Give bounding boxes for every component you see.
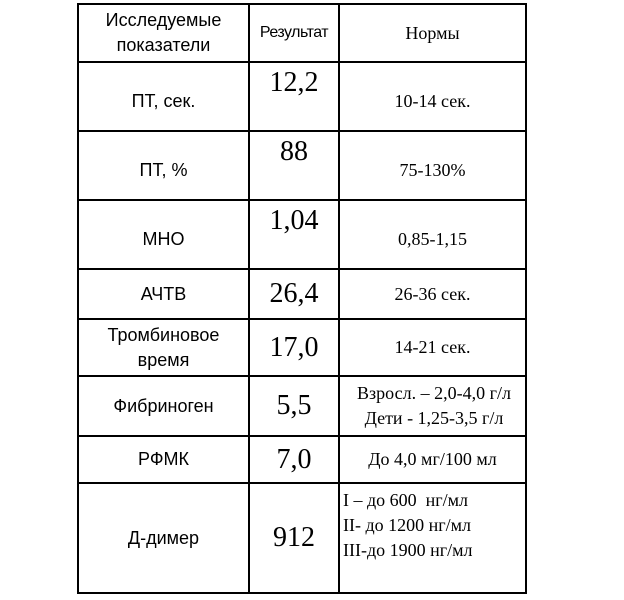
norm-value: 75-130% [339,131,526,200]
table-row [78,131,526,200]
norm-value [339,483,526,593]
result-value: 1,04 [249,200,339,269]
norm-value: 10-14 сек. [339,62,526,131]
table-row [78,376,526,436]
indicator-name: Фибриноген [78,376,249,436]
indicator-name: Тромбиновое время [78,319,249,376]
norm-value: 26-36 сек. [339,269,526,319]
indicator-name: Д-димер [78,483,249,593]
header-norms: Нормы [339,4,526,62]
norm-line: Дети - 1,25-3,5 г/л [364,408,504,428]
table-row [78,319,526,376]
header-indicators: Исследуемые показатели [78,4,249,62]
indicator-name: РФМК [78,436,249,483]
norm-line: I – до 600 нг/мл [343,490,469,510]
norm-value: До 4,0 мг/100 мл [339,436,526,483]
indicator-name: ПТ, сек. [78,62,249,131]
lab-results-table [77,3,527,594]
result-value: 26,4 [249,269,339,319]
result-value: 5,5 [249,376,339,436]
indicator-name: АЧТВ [78,269,249,319]
result-value: 912 [249,483,339,593]
result-value: 17,0 [249,319,339,376]
table-row [78,436,526,483]
table-header-row [78,4,526,62]
norm-line: III-до 1900 нг/мл [343,540,473,560]
norm-value: 14-21 сек. [339,319,526,376]
table-row [78,62,526,131]
norm-value [339,376,526,436]
result-value: 88 [249,131,339,200]
table-row [78,200,526,269]
indicator-name: МНО [78,200,249,269]
result-value: 12,2 [249,62,339,131]
norm-value: 0,85-1,15 [339,200,526,269]
norm-line: II- до 1200 нг/мл [343,515,472,535]
table-row [78,269,526,319]
norm-line: Взросл. – 2,0-4,0 г/л [357,383,511,403]
result-value: 7,0 [249,436,339,483]
indicator-name: ПТ, % [78,131,249,200]
header-result: Результат [249,4,339,62]
table-row [78,483,526,593]
